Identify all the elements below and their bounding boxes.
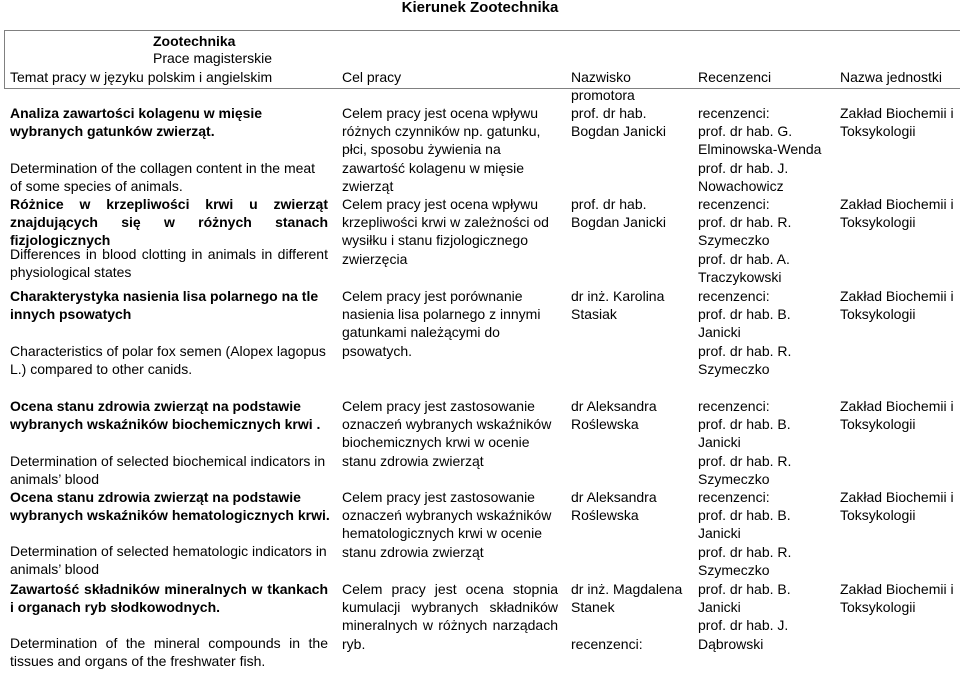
supervisor-line <box>571 616 682 634</box>
reviewer-line: Traczykowski <box>698 268 782 285</box>
supervisor-line: Bogdan Janicki <box>571 214 666 231</box>
reviewers <box>698 580 791 653</box>
unit-line: Toksykologii <box>840 123 916 140</box>
column-header-supervisor-line: Nazwisko <box>571 69 631 85</box>
reviewers <box>698 488 791 579</box>
topic-polish: Ocena stanu zdrowia zwierząt na podstawie wybranych wskaźników biochemicznych krwi . <box>10 398 321 433</box>
goal-line: stanu zdrowia zwierząt <box>342 543 484 560</box>
reviewer-line: recenzenci: <box>698 489 770 505</box>
supervisor <box>571 580 682 653</box>
reviewer-line: Elminowska-Wenda <box>698 141 822 158</box>
reviewer-line: Szymeczko <box>698 360 770 377</box>
reviewer-line: prof. dr hab. R. <box>698 342 792 359</box>
unit-line: Toksykologii <box>840 416 916 433</box>
supervisor <box>571 397 657 433</box>
column-header-reviews: Recenzenci <box>698 69 772 85</box>
topic-polish: Analiza zawartości kolagenu w mięsie wybranych gatunków zwierząt. <box>10 105 263 140</box>
unit-line: Zakład Biochemii i <box>840 196 954 212</box>
unit <box>840 397 954 433</box>
reviewers <box>698 397 791 488</box>
reviewer-line: recenzenci: <box>698 398 770 414</box>
supervisor-line: prof. dr hab. <box>571 105 647 121</box>
goal-line: nasienia lisa polarnego z innymi <box>342 306 541 323</box>
reviewer-line: prof. dr hab. J. <box>698 617 789 634</box>
reviewer-line: prof. dr hab. R. <box>698 452 792 469</box>
goal <box>342 195 549 268</box>
topic-polish: Zawartość składników mineralnych w tkankach i organach ryb słodkowodnych. <box>10 581 328 616</box>
topic-polish: Charakterystyka nasienia lisa polarnego na tle innych psowatych <box>10 288 319 323</box>
goal-line: zawartość kolagenu w mięsie <box>342 159 525 176</box>
header-thesis-type: Prace magisterskie <box>153 50 273 66</box>
unit <box>840 287 954 323</box>
reviewers <box>698 287 791 378</box>
topic-polish: Ocena stanu zdrowia zwierząt na podstawie wybranych wskaźników hematologicznych krwi. <box>10 489 330 524</box>
reviewer-line: prof. dr hab. J. <box>698 159 789 176</box>
reviewer-line: prof. dr hab. B. <box>698 416 791 433</box>
topic-polish: Różnice w krzepliwości krwi u zwierząt znajdujących się w różnych stanach fizjologicznych <box>10 196 328 249</box>
goal-line: zwierzęcia <box>342 250 408 267</box>
supervisor-line: prof. dr hab. <box>571 196 647 212</box>
reviewer-line: Dąbrowski <box>698 635 764 652</box>
reviewer-line: Janicki <box>698 434 741 451</box>
supervisor-line: dr Aleksandra <box>571 489 657 505</box>
goal-line: różnych czynników np. gatunku, <box>342 123 541 140</box>
goal <box>342 488 551 561</box>
goal-line: hematologicznych krwi w ocenie <box>342 525 542 542</box>
goal-line: Celem pracy jest porównanie <box>342 288 523 304</box>
reviewer-line: recenzenci: <box>698 196 770 212</box>
unit-line: Zakład Biochemii i <box>840 398 954 414</box>
column-header-supervisor-line: promotora <box>571 87 635 104</box>
supervisor-line: Roślewska <box>571 416 639 433</box>
reviewer-line: Szymeczko <box>698 232 770 249</box>
goal <box>342 397 551 470</box>
goal-line: gatunkami należącymi do <box>342 324 500 341</box>
supervisor-line: Bogdan Janicki <box>571 123 666 140</box>
goal <box>342 287 540 360</box>
goal-line: Celem pracy jest zastosowanie <box>342 489 535 505</box>
column-header-topic: Temat pracy w języku polskim i angielskim <box>10 69 273 85</box>
unit-line: Toksykologii <box>840 599 916 616</box>
column-header-supervisor <box>571 68 635 104</box>
reviewer-line: recenzenci: <box>698 105 770 121</box>
reviewer-line: Nowachowicz <box>698 177 784 194</box>
supervisor <box>571 488 657 524</box>
supervisor-line: dr Aleksandra <box>571 398 657 414</box>
supervisor-line: Stasiak <box>571 306 617 323</box>
unit-line: Zakład Biochemii i <box>840 489 954 505</box>
supervisor-line: Stanek <box>571 599 615 616</box>
goal-line: wysiłku i stanu fizjologicznego <box>342 232 528 249</box>
page-title: Kierunek Zootechnika <box>401 0 559 16</box>
unit-line: Zakład Biochemii i <box>840 105 954 121</box>
goal-line: krzepliwości krwi w zależności od <box>342 214 549 231</box>
unit-line: Zakład Biochemii i <box>840 581 954 597</box>
reviewer-line: prof. dr hab. G. <box>698 123 793 140</box>
reviewer-line: prof. dr hab. A. <box>698 250 790 267</box>
reviewer-line: prof. dr hab. R. <box>698 214 792 231</box>
supervisor-line: recenzenci: <box>571 635 643 652</box>
reviewer-line: Janicki <box>698 324 741 341</box>
goal-line: oznaczeń wybranych wskaźników <box>342 507 552 524</box>
supervisor-line: Roślewska <box>571 507 639 524</box>
goal-line: oznaczeń wybranych wskaźników <box>342 416 552 433</box>
goal-line: Celem pracy jest ocena wpływu <box>342 105 539 121</box>
supervisor <box>571 287 664 323</box>
reviewer-line: Janicki <box>698 599 741 616</box>
column-header-unit: Nazwa jednostki <box>840 69 942 85</box>
supervisor-line: dr inż. Karolina <box>571 288 665 304</box>
unit <box>840 195 954 231</box>
reviewer-line: prof. dr hab. B. <box>698 581 791 597</box>
unit-line: Toksykologii <box>840 214 916 231</box>
supervisor <box>571 104 666 140</box>
topic-english: Determination of selected hematologic indicators in animals’ blood <box>10 543 327 578</box>
goal-line: Celem pracy jest zastosowanie <box>342 398 535 414</box>
unit-line: Toksykologii <box>840 507 916 524</box>
goal-line: biochemicznych krwi w ocenie <box>342 434 530 451</box>
reviewer-line: prof. dr hab. R. <box>698 543 792 560</box>
goal-line: płci, sposobu żywienia na <box>342 141 501 158</box>
reviewer-line: prof. dr hab. B. <box>698 306 791 323</box>
reviewer-line: prof. dr hab. B. <box>698 507 791 524</box>
topic-english: Differences in blood clotting in animals in different physiological states <box>10 246 328 281</box>
goal <box>342 104 540 195</box>
reviewer-line: Janicki <box>698 525 741 542</box>
supervisor <box>571 195 666 231</box>
unit <box>840 488 954 524</box>
topic-english: Determination of the mineral compounds in the tissues and organs of the freshwater fish. <box>10 635 328 670</box>
goal-line: Celem pracy jest ocena wpływu <box>342 196 539 212</box>
unit <box>840 580 954 616</box>
goal-line: psowatych. <box>342 342 413 359</box>
reviewer-line: recenzenci: <box>698 288 770 304</box>
reviewers <box>698 104 821 195</box>
topic-english: Determination of the collagen content in the meat of some species of animals. <box>10 160 316 195</box>
reviewer-line: Szymeczko <box>698 470 770 487</box>
goal-line: stanu zdrowia zwierząt <box>342 452 484 469</box>
unit-line: Toksykologii <box>840 306 916 323</box>
column-header-goal: Cel pracy <box>342 69 402 85</box>
header-field-name: Zootechnika <box>153 33 236 49</box>
topic-english: Determination of selected biochemical indicators in animals’ blood <box>10 453 326 488</box>
reviewer-line: Szymeczko <box>698 561 770 578</box>
goal-line: zwierząt <box>342 177 394 194</box>
unit <box>840 104 954 140</box>
goal: Celem pracy jest ocena stopnia kumulacji wybranych składników mineralnych w różnych narządach ryb. <box>342 581 558 652</box>
supervisor-line: dr inż. Magdalena <box>571 581 683 597</box>
unit-line: Zakład Biochemii i <box>840 288 954 304</box>
topic-english: Characteristics of polar fox semen (Alopex lagopus L.) compared to other canids. <box>10 343 326 378</box>
reviewers <box>698 195 791 286</box>
